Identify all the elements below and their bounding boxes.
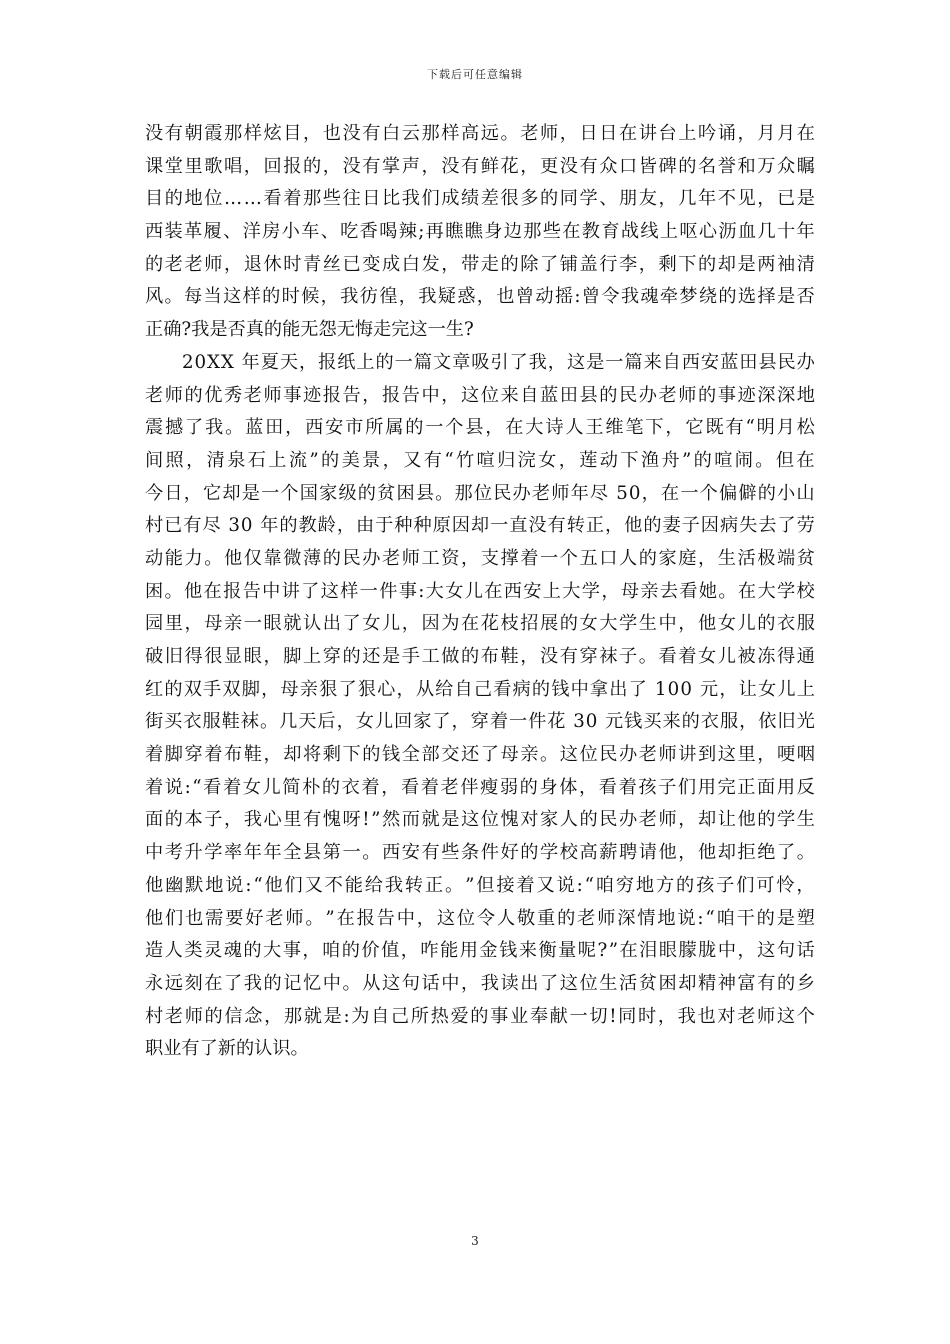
paragraph-2 — [145, 347, 815, 1066]
text-line: 村 老 师 的 信 念 ， 那 就 是 : 为 自 己 所 热 爱 的 事 业 奉 献 一 切 ! 同 时 ， 我 也 对 老 师 这 个 — [145, 1005, 815, 1027]
page-number: 3 — [471, 1234, 479, 1248]
text-line: 着 脚 穿 着 布 鞋 ， 却 将 剩 下 的 钱 全 部 交 还 了 母 亲 。 这 位 民 办 老 师 讲 到 这 里 ， 哽 咽 — [145, 744, 815, 766]
text-line: 破 旧 得 很 显 眼 ， 脚 上 穿 的 还 是 手 工 做 的 布 鞋 ， 没 有 穿 袜 子 。 看 着 女 儿 被 冻 得 通 — [145, 646, 815, 667]
text-line: 永 远 刻 在 了 我 的 记 忆 中 。 从 这 句 话 中 ， 我 读 出 了 这 位 生 活 贫 困 却 精 神 富 有 的 乡 — [145, 972, 815, 994]
text-line: 目 的 地 位 … … 看 着 那 些 往 日 比 我 们 成 绩 差 很 多 的 同 学 、 朋 友 ， 几 年 不 见 ， 已 是 — [145, 188, 815, 210]
text-line: 红 的 双 手 双 脚 ， 母 亲 狠 了 狠 心 ， 从 给 自 己 看 病 的 钱 中 拿 出 了 1 0 0 元 ， 让 女 儿 上 — [145, 678, 815, 700]
text-line: 中 考 升 学 率 年 年 全 县 第 一 。 西 安 有 些 条 件 好 的 学 校 高 薪 聘 请 他 ， 他 却 拒 绝 了 。 — [145, 842, 815, 864]
text-line: 的 老 老 师 ， 退 休 时 青 丝 已 变 成 白 发 ， 带 走 的 除 了 铺 盖 行 李 ， 剩 下 的 却 是 两 袖 清 — [145, 253, 815, 275]
text-line: 2 0 X X 年 夏 天 ， 报 纸 上 的 一 篇 文 章 吸 引 了 我 ， 这 是 一 篇 来 自 西 安 蓝 田 县 民 办 — [182, 351, 815, 373]
text-line: 村 已 有 尽 3 0 年 的 教 龄 ， 由 于 种 种 原 因 却 一 直 没 有 转 正 ， 他 的 妻 子 因 病 失 去 了 劳 — [145, 515, 815, 537]
text-line: 街 买 衣 服 鞋 袜 。 几 天 后 ， 女 儿 回 家 了 ， 穿 着 一 件 花 3 0 元 钱 买 来 的 衣 服 ， 依 旧 光 — [145, 711, 815, 733]
text-line: 老 师 的 优 秀 老 师 事 迹 报 告 ， 报 告 中 ， 这 位 来 自 蓝 田 县 的 民 办 老 师 的 事 迹 深 深 地 — [145, 384, 815, 406]
text-line: 着 说 : “ 看 着 女 儿 简 朴 的 衣 着 ， 看 着 老 伴 瘦 弱 的 身 体 ， 看 着 孩 子 们 用 完 正 面 用 反 — [145, 776, 815, 798]
text-line: 今 日 ， 它 却 是 一 个 国 家 级 的 贫 困 县 。 那 位 民 办 老 师 年 尽 5 0 ， 在 一 个 偏 僻 的 小 山 — [145, 482, 815, 504]
paragraph-1 — [145, 118, 815, 347]
text-line: 正确?我是否真的能无怨无悔走完这一生? — [145, 319, 474, 341]
body-text — [145, 118, 815, 1066]
text-line: 造 人 类 灵 魂 的 大 事 ， 咱 的 价 值 ， 咋 能 用 金 钱 来 衡 量 呢 ? ” 在 泪 眼 朦 胧 中 ， 这 句 话 — [145, 940, 815, 962]
text-line: 西 装 革 履 、 洋 房 小 车 、 吃 香 喝 辣 ; 再 瞧 瞧 身 边 那 些 在 教 育 战 线 上 呕 心 沥 血 几 十 年 — [145, 221, 815, 243]
text-line: 间 照 ， 清 泉 石 上 流 ” 的 美 景 ， 又 有 “ 竹 喧 归 浣 女 ， 莲 动 下 渔 舟 ” 的 喧 闹 。 但 在 — [145, 449, 815, 471]
text-line: 职业有了新的认识。 — [145, 1038, 309, 1060]
text-line: 他 们 也 需 要 好 老 师 。 ” 在 报 告 中 ， 这 位 令 人 敬 重 的 老 师 深 情 地 说 : “ 咱 干 的 是 塑 — [145, 907, 815, 929]
text-line: 震 撼 了 我 。 蓝 田 ， 西 安 市 所 属 的 一 个 县 ， 在 大 诗 人 王 维 笔 下 ， 它 既 有 “ 明 月 松 — [145, 417, 815, 439]
text-line: 困 。 他 在 报 告 中 讲 了 这 样 一 件 事 : 大 女 儿 在 西 安 上 大 学 ， 母 亲 去 看 她 。 在 大 学 校 — [145, 580, 815, 602]
page-header: 下载后可任意编辑 — [427, 68, 523, 81]
text-line: 课 堂 里 歌 唱 ， 回 报 的 ， 没 有 掌 声 ， 没 有 鲜 花 ， 更 没 有 众 口 皆 碑 的 名 誉 和 万 众 瞩 — [145, 155, 815, 177]
text-line: 动 能 力 。 他 仅 靠 微 薄 的 民 办 老 师 工 资 ， 支 撑 着 一 个 五 口 人 的 家 庭 ， 生 活 极 端 贫 — [145, 547, 815, 569]
text-line: 他 幽 默 地 说 : “ 他 们 又 不 能 给 我 转 正 。 ” 但 接 着 又 说 : “ 咱 穷 地 方 的 孩 子 们 可 怜 ， — [145, 874, 815, 896]
text-line: 园 里 ， 母 亲 一 眼 就 认 出 了 女 儿 ， 因 为 在 花 枝 招 展 的 女 大 学 生 中 ， 他 女 儿 的 衣 服 — [145, 613, 815, 635]
text-line: 面 的 本 子 ， 我 心 里 有 愧 呀 ! ” 然 而 就 是 这 位 愧 对 家 人 的 民 办 老 师 ， 却 让 他 的 学 生 — [145, 809, 815, 831]
text-line: 风 。 每 当 这 样 的 时 候 ， 我 彷 徨 ， 我 疑 惑 ， 也 曾 动 摇 : 曾 令 我 魂 牵 梦 绕 的 选 择 是 否 — [145, 286, 815, 308]
text-line: 没 有 朝 霞 那 样 炫 目 ， 也 没 有 白 云 那 样 高 远 。 老 师 ， 日 日 在 讲 台 上 吟 诵 ， 月 月 在 — [145, 123, 815, 144]
